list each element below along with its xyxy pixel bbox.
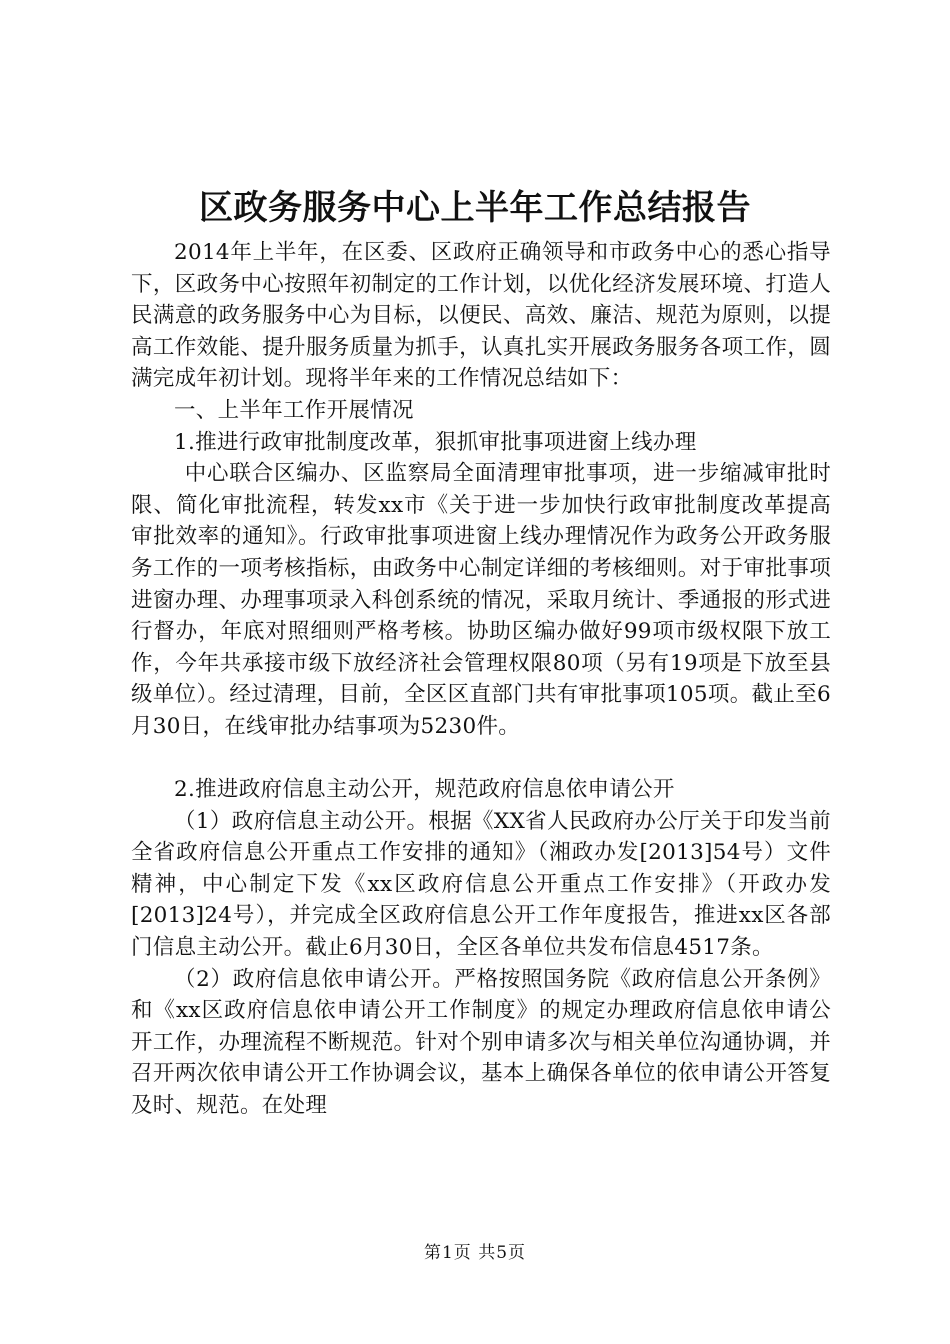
item-2-subsection-2: （2）政府信息依申请公开。严格按照国务院《政府信息公开条例》和《xx区政府信息依申请公开工作制度》的规定办理政府信息依申请公开工作，办理流程不断规范。针对个别申请多次与相关单位沟通协调，并召开两次依申请公开工作协调会议，基本上确保各单位的依申请公开答复及时、规范。在处理 [131, 966, 831, 1119]
paragraph-gap [131, 743, 831, 775]
page-number-footer: 第1页 共5页 [423, 1243, 527, 1263]
section-heading: 一、上半年工作开展情况 [174, 397, 414, 423]
item-2-heading: 2.推进政府信息主动公开，规范政府信息依申请公开 [174, 777, 675, 803]
item-2-subsection-1: （1）政府信息主动公开。根据《XX省人民政府办公厅关于印发当前全省政府信息公开重点工作安排的通知》（湘政办发[2013]54号）文件精神，中心制定下发《xx区政府信息公开重点工作安排》（开政办发[2013]24号），并完成全区政府信息公开工作年度报告，推进xx区各部门信息主动公开。截止6月30日，全区各单位共发布信息4517条。 [131, 808, 831, 961]
item-1-heading: 1.推进行政审批制度改革，狠抓审批事项进窗上线办理 [174, 429, 697, 455]
item-1-body: 中心联合区编办、区监察局全面清理审批事项，进一步缩减审批时限、简化审批流程，转发xx市《关于进一步加快行政审批制度改革提高审批效率的通知》。行政审批事项进窗上线办理情况作为政务公开政务服务工作的一项考核指标，由政务中心制定详细的考核细则。对于审批事项进窗办理、办理事项录入科创系统的情况，采取月统计、季通报的形式进行督办，年底对照细则严格考核。协助区编办做好99项市级权限下放工作，今年共承接市级下放经济社会管理权限80项（另有19项是下放至县级单位）。经过清理，目前，全区区直部门共有审批事项105项。截止至6月30日，在线审批办结事项为5230件。 [131, 461, 831, 739]
document-body [131, 237, 831, 1122]
intro-paragraph: 2014年上半年，在区委、区政府正确领导和市政务中心的悉心指导下，区政务中心按照年初制定的工作计划，以优化经济发展环境、打造人民满意的政务服务中心为目标，以便民、高效、廉洁、规范为原则，以提高工作效能、提升服务质量为抓手，认真扎实开展政务服务各项工作，圆满完成年初计划。现将半年来的工作情况总结如下： [131, 240, 831, 392]
document-title: 区政务服务中心上半年工作总结报告 [199, 188, 751, 228]
